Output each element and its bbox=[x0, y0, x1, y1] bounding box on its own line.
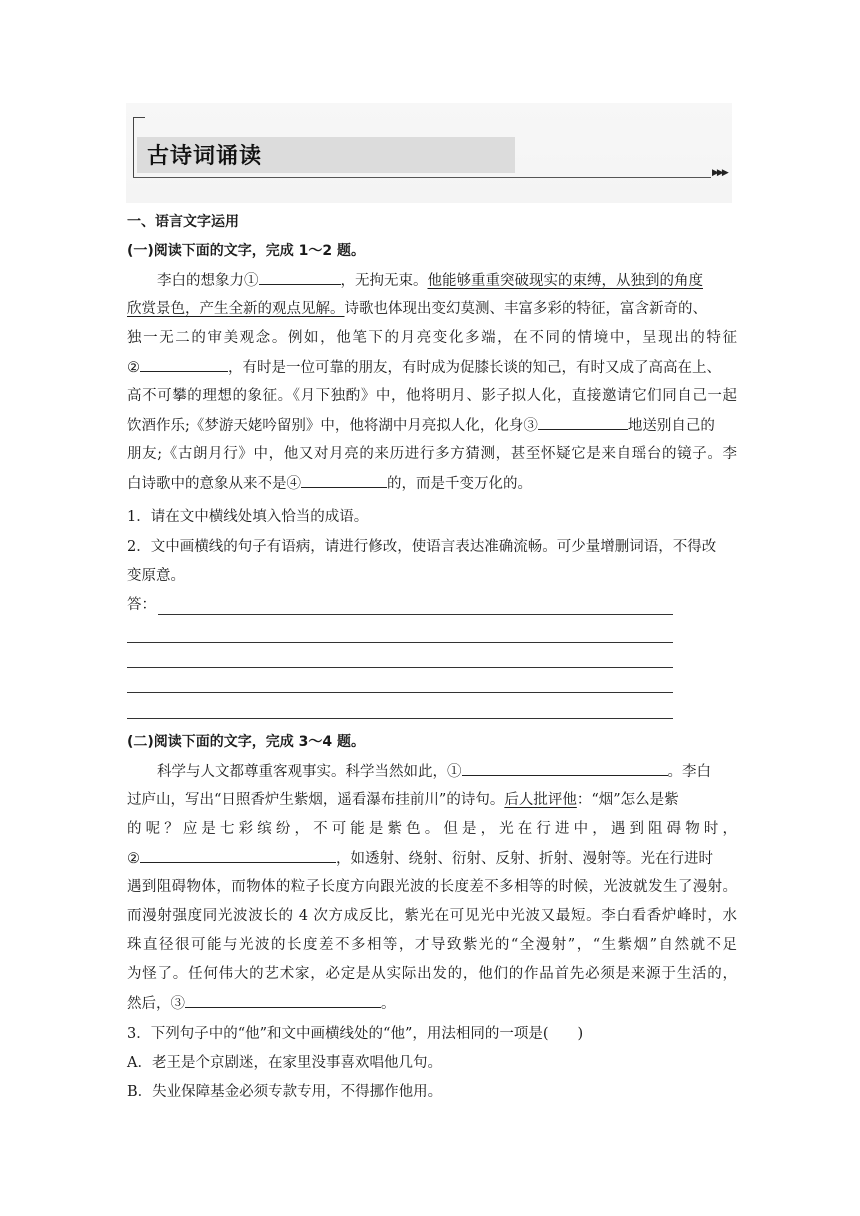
question-2: 2．文中画横线的句子有语病，请进行修改，使语言表达准确流畅。可少量增删词语，不得改 bbox=[127, 539, 717, 555]
part2-intro: (二)阅读下面的文字，完成 3～4 题。 bbox=[127, 734, 366, 750]
passage1-line7: 朋友;《古朗月行》中，他又对月亮的来历进行多方猜测，甚至怀疑它是来自瑶台的镜子。李 bbox=[127, 446, 737, 462]
passage2-line9: 然后，③ 。 bbox=[127, 993, 737, 1014]
passage1-line4: ② ，有时是一位可靠的朋友，有时成为促膝长谈的知己，有时又成了高高在上、 bbox=[127, 357, 737, 378]
underlined-sentence-end: 欣赏景色，产生全新的观点见解。 bbox=[127, 301, 345, 317]
header-rule bbox=[133, 177, 711, 178]
blank-2[interactable] bbox=[140, 357, 228, 372]
blank-6[interactable] bbox=[140, 848, 336, 863]
blank-7[interactable] bbox=[185, 993, 381, 1008]
question-3: 3．下列句子中的“他”和文中画横线处的“他”，用法相同的一项是( ) bbox=[127, 1026, 584, 1042]
question-1: 1．请在文中横线处填入恰当的成语。 bbox=[127, 509, 369, 525]
passage2-line1: 科学与人文都尊重客观事实。科学当然如此，① 。李白 bbox=[157, 761, 733, 782]
passage1-line2: 欣赏景色，产生全新的观点见解。诗歌也体现出变幻莫测、丰富多彩的特征，富含新奇的、 bbox=[127, 301, 707, 317]
passage2-line4: ② ，如透射、绕射、衍射、反射、折射、漫射等。光在行进时 bbox=[127, 848, 737, 869]
blank-1[interactable] bbox=[259, 270, 341, 285]
answer-line[interactable] bbox=[127, 642, 673, 643]
passage2-line7: 珠直径很可能与光波的长度差不多相等，才导致紫光的“全漫射”，“生紫烟”自然就不足 bbox=[127, 937, 737, 953]
blank-4[interactable] bbox=[301, 473, 387, 488]
question-2-cont: 变原意。 bbox=[127, 568, 185, 584]
answer-line[interactable] bbox=[127, 718, 673, 719]
passage1-line1: 李白的想象力① ，无拘无束。他能够重重突破现实的束缚，从独到的角度 bbox=[157, 270, 733, 291]
passage1-line8: 白诗歌中的意象从来不是④ 的，而是千变万化的。 bbox=[127, 473, 737, 494]
underlined-sentence: 他能够重重突破现实的束缚，从独到的角度 bbox=[427, 273, 703, 289]
passage2-line3: 的呢？应是七彩缤纷，不可能是紫色。但是，光在行进中，遇到阻碍物时， bbox=[127, 821, 737, 837]
option-b[interactable]: B．失业保障基金必须专款专用，不得挪作他用。 bbox=[127, 1084, 443, 1100]
option-a[interactable]: A．老王是个京剧迷，在家里没事喜欢唱他几句。 bbox=[127, 1055, 442, 1071]
banner-corner-top bbox=[133, 117, 145, 118]
passage2-line2: 过庐山，写出“日照香炉生紫烟，遥看瀑布挂前川”的诗句。后人批评他：“烟”怎么是紫 bbox=[127, 792, 679, 808]
passage1-line6: 饮酒作乐;《梦游天姥吟留别》中，他将湖中月亮拟人化，化身③ 地送别自己的 bbox=[127, 415, 737, 436]
passage2-line6: 而漫射强度同光波波长的 4 次方成反比，紫光在可见光中光波又最短。李白看香炉峰时，水 bbox=[127, 908, 737, 924]
section-heading: 一、语言文字运用 bbox=[127, 214, 239, 230]
passage1-line5: 高不可攀的理想的象征。《月下独酌》中，他将明月、影子拟人化，直接邀请它们同自己一起 bbox=[127, 388, 737, 404]
blank-5[interactable] bbox=[462, 761, 668, 776]
triple-arrow-icon: ▶▶▶ bbox=[712, 168, 727, 178]
banner-corner bbox=[133, 117, 134, 177]
answer-line[interactable] bbox=[158, 614, 673, 615]
page-title: 古诗词诵读 bbox=[147, 144, 263, 169]
passage2-line8: 为怪了。任何伟大的艺术家，必定是从实际出发的，他们的作品首先必须是来源于生活的， bbox=[127, 966, 737, 982]
part1-intro: (一)阅读下面的文字，完成 1～2 题。 bbox=[127, 243, 366, 259]
answer-line[interactable] bbox=[127, 667, 673, 668]
blank-3[interactable] bbox=[538, 415, 628, 430]
passage1-line3: 独一无二的审美观念。例如，他笔下的月亮变化多端，在不同的情境中，呈现出的特征 bbox=[127, 330, 737, 346]
answer-label: 答： bbox=[127, 597, 156, 613]
answer-line[interactable] bbox=[127, 692, 673, 693]
underlined-phrase: 后人批评他 bbox=[504, 792, 577, 808]
passage2-line5: 遇到阻碍物体，而物体的粒子长度方向跟光波的长度差不多相等的时候，光波就发生了漫射。 bbox=[127, 879, 737, 895]
